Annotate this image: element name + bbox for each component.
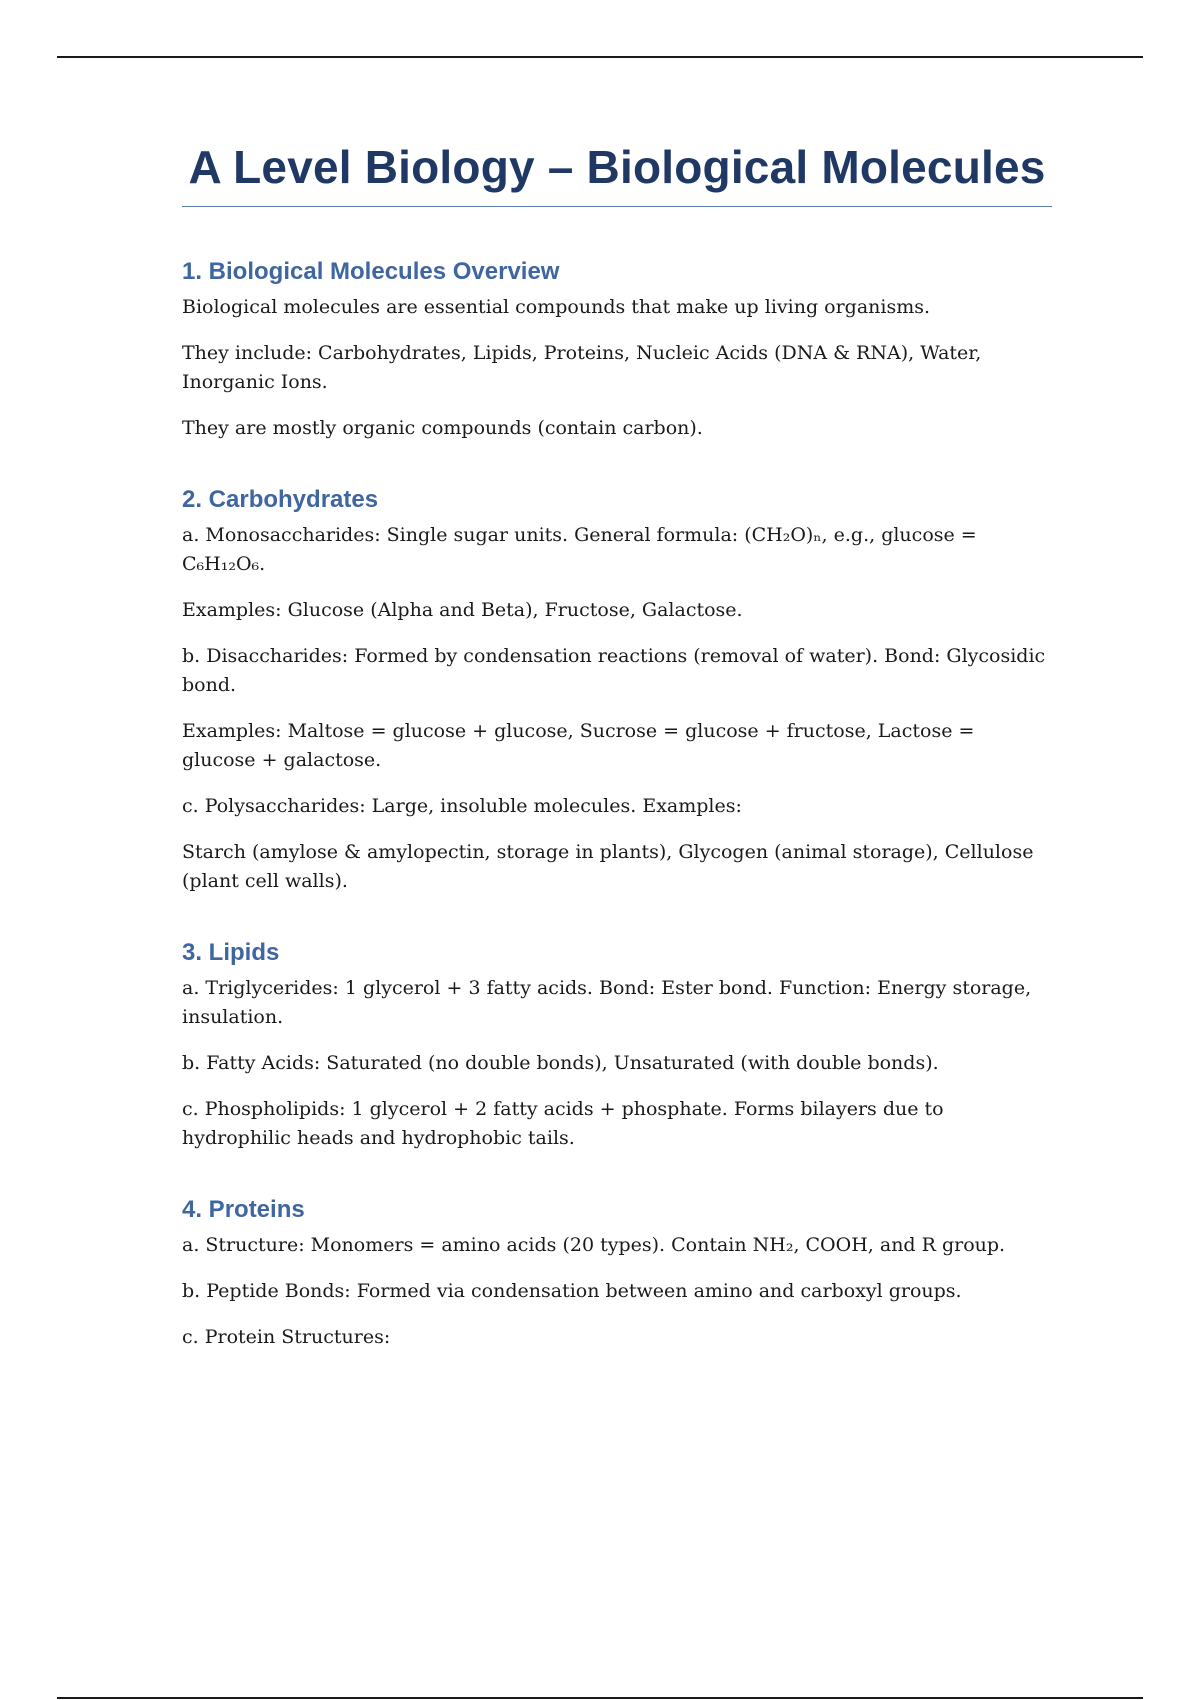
- paragraph: b. Peptide Bonds: Formed via condensation between amino and carboxyl groups.: [182, 1280, 962, 1302]
- paragraph: b. Disaccharides: Formed by condensation reactions (removal of water). Bond: Glycosidic bond.: [182, 645, 1046, 696]
- section-heading: 3. Lipids: [182, 939, 280, 966]
- paragraph: Examples: Maltose = glucose + glucose, Sucrose = glucose + fructose, Lactose = glucose + galactose.: [182, 720, 975, 771]
- paragraph: c. Protein Structures:: [182, 1326, 391, 1348]
- paragraph: b. Fatty Acids: Saturated (no double bonds), Unsaturated (with double bonds).: [182, 1052, 939, 1074]
- paragraph: Biological molecules are essential compounds that make up living organisms.: [182, 296, 931, 318]
- paragraph: Starch (amylose & amylopectin, storage in plants), Glycogen (animal storage), Cellulose (plant cell walls).: [182, 841, 1034, 892]
- section-overview: [182, 255, 1052, 443]
- page-top-rule: [57, 56, 1143, 58]
- document-body: [182, 140, 1052, 1369]
- paragraph: a. Triglycerides: 1 glycerol + 3 fatty acids. Bond: Ester bond. Function: Energy storage, insulation.: [182, 977, 1032, 1028]
- paragraph: They include: Carbohydrates, Lipids, Proteins, Nucleic Acids (DNA & RNA), Water, Inorganic Ions.: [182, 342, 982, 393]
- section-lipids: [182, 936, 1052, 1153]
- section-heading: 4. Proteins: [182, 1196, 305, 1223]
- paragraph: a. Structure: Monomers = amino acids (20 types). Contain NH₂, COOH, and R group.: [182, 1234, 1006, 1256]
- paragraph: a. Monosaccharides: Single sugar units. General formula: (CH₂O)ₙ, e.g., glucose = C₆H₁₂O₆.: [182, 524, 977, 575]
- paragraph: Examples: Glucose (Alpha and Beta), Fructose, Galactose.: [182, 599, 743, 621]
- document-title: A Level Biology – Biological Molecules: [182, 140, 1052, 207]
- section-heading: 2. Carbohydrates: [182, 486, 379, 513]
- section-heading: 1. Biological Molecules Overview: [182, 258, 560, 285]
- paragraph: c. Polysaccharides: Large, insoluble molecules. Examples:: [182, 795, 742, 817]
- section-carbohydrates: [182, 483, 1052, 896]
- section-proteins: [182, 1193, 1052, 1352]
- paragraph: They are mostly organic compounds (contain carbon).: [182, 417, 703, 439]
- paragraph: c. Phospholipids: 1 glycerol + 2 fatty acids + phosphate. Forms bilayers due to hydrophilic heads and hydrophobic tails.: [182, 1098, 944, 1149]
- page-bottom-rule: [57, 1697, 1143, 1699]
